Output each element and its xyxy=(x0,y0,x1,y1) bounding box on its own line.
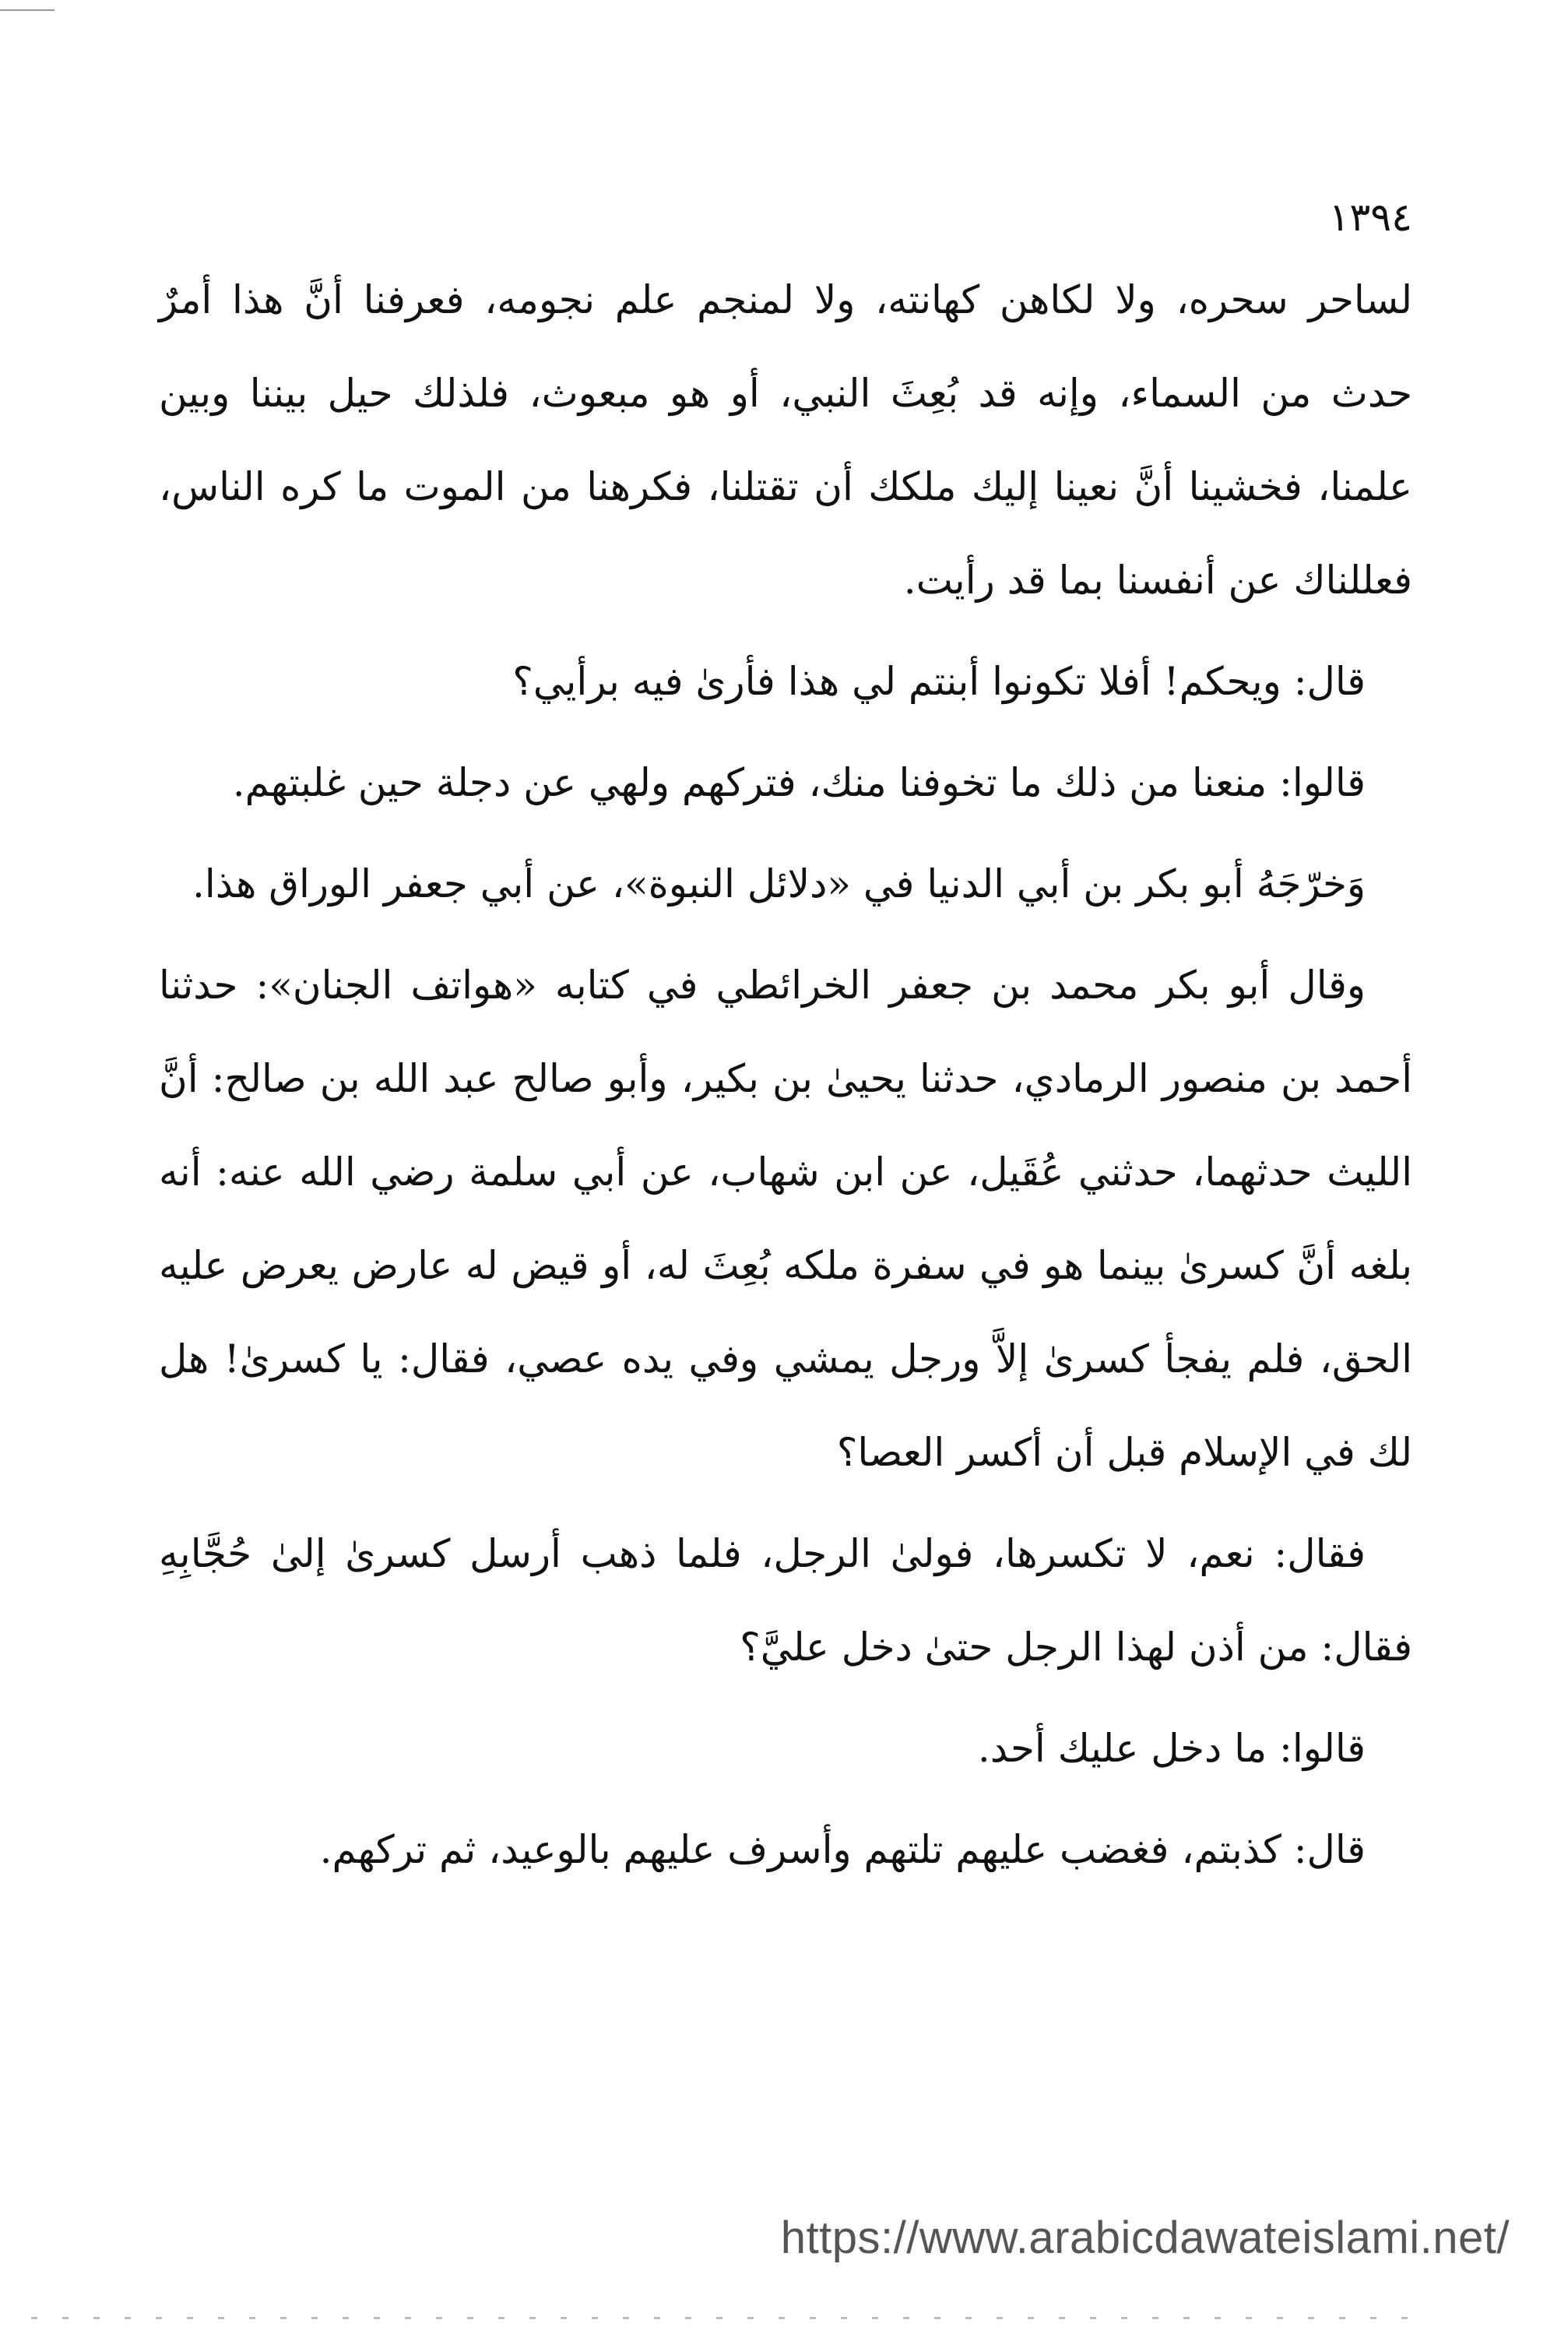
watermark-url: https://www.arabicdawateislami.net/ xyxy=(780,2213,1510,2263)
scan-edge-mark xyxy=(0,9,54,11)
paragraph: فقال: نعم، لا تكسرها، فولىٰ الرجل، فلما ذهب أرسل كسرىٰ إلىٰ حُجَّابِهِ فقال: من أذن لهذا الرجل حتىٰ دخل عليَّ؟ xyxy=(159,1531,1412,1670)
paragraph: وقال أبو بكر محمد بن جعفر الخرائطي في كتابه «هواتف الجنان»: حدثنا أحمد بن منصور الرمادي، حدثنا يحيىٰ بن بكير، وأبو صالح عبد الله بن صالح: أنَّ الليث حدثهما، حدثني عُقَيل، عن ابن شهاب، عن أبي سلمة رضي الله عنه: أنه بلغه أنَّ كسرىٰ بينما هو في سفرة ملكه بُعِثَ له، أو قيض له عارض يعرض عليه الحق، فلم يفجأ كسرىٰ إلاَّ ورجل يمشي وفي يده عصي، فقال: يا كسرىٰ! هل لك في الإسلام قبل أن أكسر العصا؟ xyxy=(159,963,1412,1475)
page-number: ١٣٩٤ xyxy=(1328,195,1412,240)
body-text xyxy=(159,253,1412,1904)
paragraph: لساحر سحره، ولا لكاهن كهانته، ولا لمنجم علم نجومه، فعرفنا أنَّ هذا أمرٌ حدث من السماء، وإنه قد بُعِثَ النبي، أو هو مبعوث، فلذلك حيل بيننا وبين علمنا، فخشينا أنَّ نعينا إليك ملكك أن تقتلنا، فكرهنا من الموت ما كره الناس، فعللناك عن أنفسنا بما قد رأيت. xyxy=(159,277,1412,603)
paragraph: وَخرّجَهُ أبو بكر بن أبي الدنيا في «دلائل النبوة»، عن أبي جعفر الوراق هذا. xyxy=(192,861,1366,907)
scan-edge-mark xyxy=(31,2317,1433,2319)
paragraph: قال: ويحكم! أفلا تكونوا أبنتم لي هذا فأرىٰ فيه برأيي؟ xyxy=(512,659,1366,704)
paragraph: قال: كذبتم، فغضب عليهم تلتهم وأسرف عليهم بالوعيد، ثم تركهم. xyxy=(319,1827,1366,1872)
paragraph: قالوا: منعنا من ذلك ما تخوفنا منك، فتركهم ولهي عن دجلة حين غلبتهم. xyxy=(232,760,1366,805)
paragraph: قالوا: ما دخل عليك أحد. xyxy=(977,1726,1366,1771)
